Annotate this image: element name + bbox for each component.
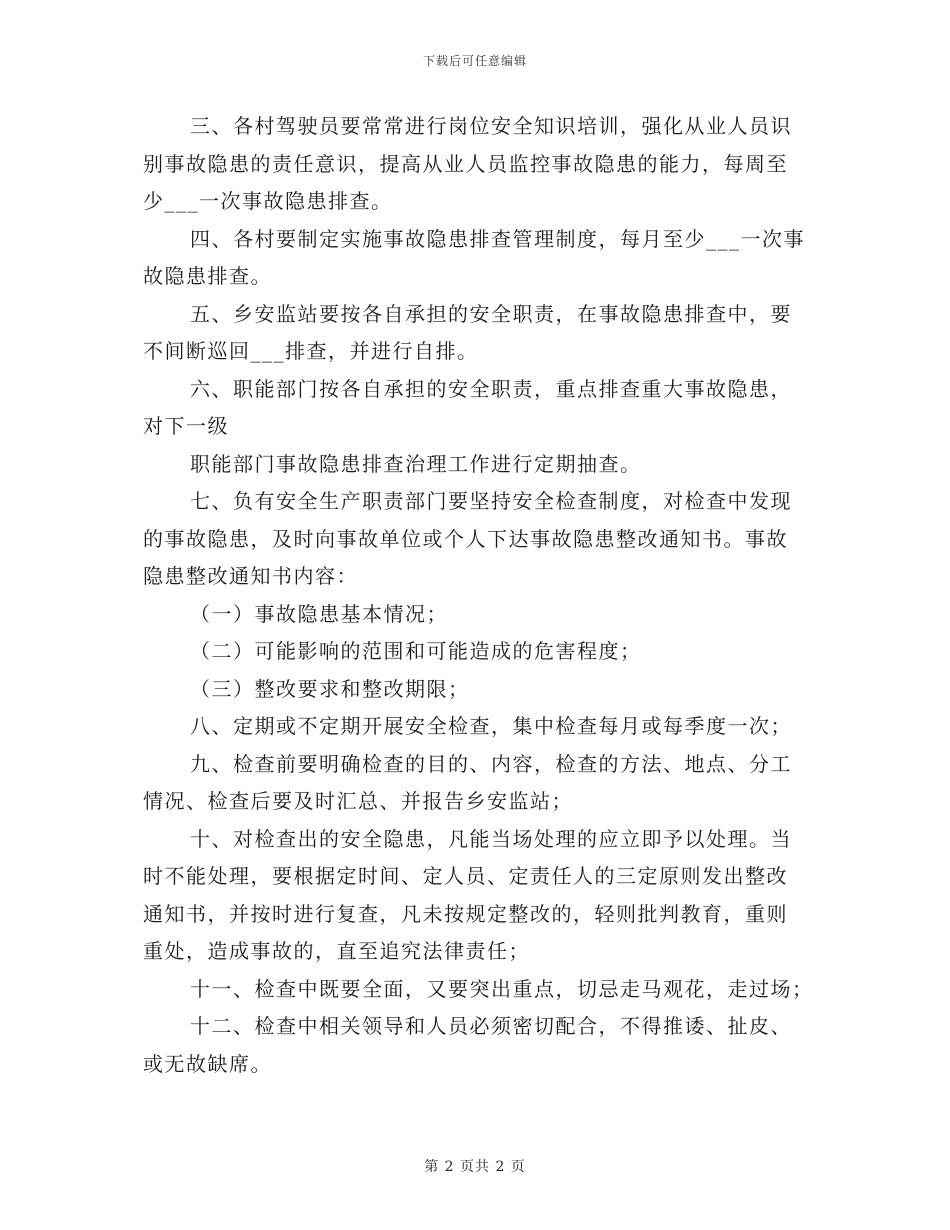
paragraph-12 <box>143 1008 808 1083</box>
document-body <box>143 108 814 1083</box>
paragraph-line: （二）可能影响的范围和可能造成的危害程度； <box>190 639 642 663</box>
list-item-1 <box>143 596 808 634</box>
list-item-2 <box>143 633 808 671</box>
paragraph-line: （一）事故隐患基本情况； <box>190 601 448 626</box>
paragraph-line: 三、各村驾驶员要常常进行岗位安全知识培训，强化从业人员识 <box>190 114 792 138</box>
page-header: 下载后可任意编辑 <box>422 54 527 68</box>
paragraph-3 <box>143 108 808 221</box>
paragraph-8 <box>143 708 808 746</box>
paragraph-6 <box>143 371 808 446</box>
paragraph-line: 七、负有安全生产职责部门要坚持安全检查制度，对检查中发现 <box>190 489 792 513</box>
paragraph-10 <box>143 821 808 971</box>
paragraph-line: 时不能处理，要根据定时间、定人员、定责任人的三定原则发出整改 <box>143 864 788 888</box>
paragraph-line: 故隐患排查。 <box>143 264 272 288</box>
page-number: 第 2 页共 2 页 <box>424 1159 526 1175</box>
paragraph-line: 别事故隐患的责任意识，提高从业人员监控事故隐患的能力，每周至 <box>143 151 788 176</box>
paragraph-line: 九、检查前要明确检查的目的、内容，检查的方法、地点、分工 <box>190 751 792 776</box>
paragraph-5 <box>143 296 808 371</box>
paragraph-line: 六、职能部门按各自承担的安全职责，重点排查重大事故隐患， <box>190 376 792 401</box>
paragraph-line: 十二、检查中相关领导和人员必须密切配合，不得推诿、扯皮、 <box>190 1014 792 1038</box>
paragraph-line: 的事故隐患，及时向事故单位或个人下达事故隐患整改通知书。事故 <box>143 526 788 551</box>
paragraph-line: 十、对检查出的安全隐患，凡能当场处理的应立即予以处理。当 <box>190 826 792 851</box>
paragraph-line: 少___一次事故隐患排查。 <box>143 189 393 213</box>
paragraph-6-continued <box>143 446 808 484</box>
paragraph-9 <box>143 746 808 821</box>
paragraph-line: 不间断巡回___排查，并进行自排。 <box>143 339 479 363</box>
paragraph-line: 隐患整改通知书内容： <box>143 564 358 588</box>
paragraph-line: 十一、检查中既要全面，又要突出重点，切忌走马观花，走过场； <box>190 976 814 1001</box>
paragraph-7 <box>143 483 808 596</box>
list-item-3 <box>143 671 808 709</box>
paragraph-line: 通知书，并按时进行复查，凡未按规定整改的，轻则批判教育，重则 <box>143 901 788 926</box>
paragraph-line: （三）整改要求和整改期限； <box>190 676 470 701</box>
paragraph-line: 对下一级 <box>143 414 229 438</box>
paragraph-line: 职能部门事故隐患排查治理工作进行定期抽查。 <box>190 451 642 476</box>
paragraph-line: 或无故缺席。 <box>143 1051 272 1076</box>
paragraph-4 <box>143 221 808 296</box>
paragraph-line: 四、各村要制定实施事故隐患排查管理制度，每月至少___一次事 <box>190 226 805 251</box>
paragraph-11 <box>143 971 814 1009</box>
paragraph-line: 重处，造成事故的，直至追究法律责任； <box>143 939 530 963</box>
paragraph-line: 五、乡安监站要按各自承担的安全职责，在事故隐患排查中，要 <box>190 301 792 326</box>
paragraph-line: 情况、检查后要及时汇总、并报告乡安监站； <box>143 789 573 813</box>
paragraph-line: 八、定期或不定期开展安全检查，集中检查每月或每季度一次； <box>190 714 792 738</box>
